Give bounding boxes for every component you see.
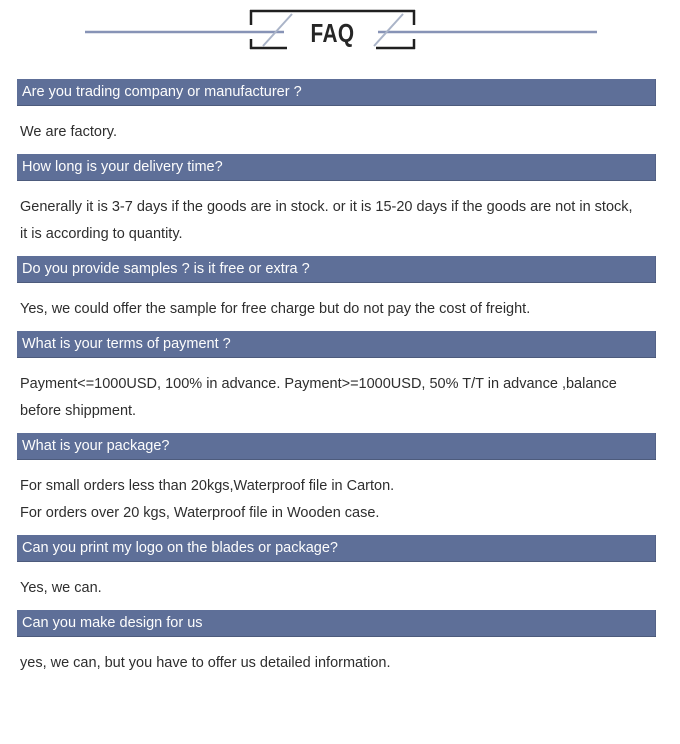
faq-question-bar: What is your package? [17, 433, 656, 460]
faq-item [17, 331, 656, 425]
faq-question-bar: How long is your delivery time? [17, 154, 656, 181]
faq-answer-line: yes, we can, but you have to offer us detailed information. [20, 655, 391, 671]
faq-answer-line: For small orders less than 20kgs,Waterproof file in Carton. [20, 478, 395, 494]
faq-answer [17, 296, 656, 323]
page-title: FAQ [310, 18, 355, 48]
faq-header [0, 0, 680, 70]
faq-answer-line: it is according to quantity. [20, 226, 183, 242]
faq-question-bar: Can you make design for us [17, 610, 656, 637]
faq-question-bar: Are you trading company or manufacturer ? [17, 79, 656, 106]
faq-answer-line: For orders over 20 kgs, Waterproof file in Wooden case. [20, 505, 380, 521]
faq-item [17, 610, 656, 677]
faq-item [17, 79, 656, 146]
faq-answer [17, 650, 656, 677]
faq-answer-line: Yes, we can. [20, 580, 102, 596]
faq-answer-line: Yes, we could offer the sample for free charge but do not pay the cost of freight. [20, 301, 531, 317]
faq-answer [17, 575, 656, 602]
faq-answer [17, 194, 656, 248]
faq-item [17, 535, 656, 602]
faq-answer [17, 473, 656, 527]
faq-answer-line: before shippment. [20, 403, 137, 419]
faq-question-bar: Do you provide samples ? is it free or extra ? [17, 256, 656, 283]
faq-answer-line: Payment<=1000USD, 100% in advance. Payment>=1000USD, 50% T/T in advance ,balance [20, 376, 617, 392]
faq-list [17, 79, 656, 677]
faq-item [17, 433, 656, 527]
faq-item [17, 256, 656, 323]
faq-question-bar: Can you print my logo on the blades or package? [17, 535, 656, 562]
faq-item [17, 154, 656, 248]
faq-question-bar: What is your terms of payment ? [17, 331, 656, 358]
faq-answer [17, 119, 656, 146]
faq-answer-line: Generally it is 3-7 days if the goods are in stock. or it is 15-20 days if the goods are not in stock, [20, 199, 633, 215]
faq-answer [17, 371, 656, 425]
faq-answer-line: We are factory. [20, 124, 117, 140]
